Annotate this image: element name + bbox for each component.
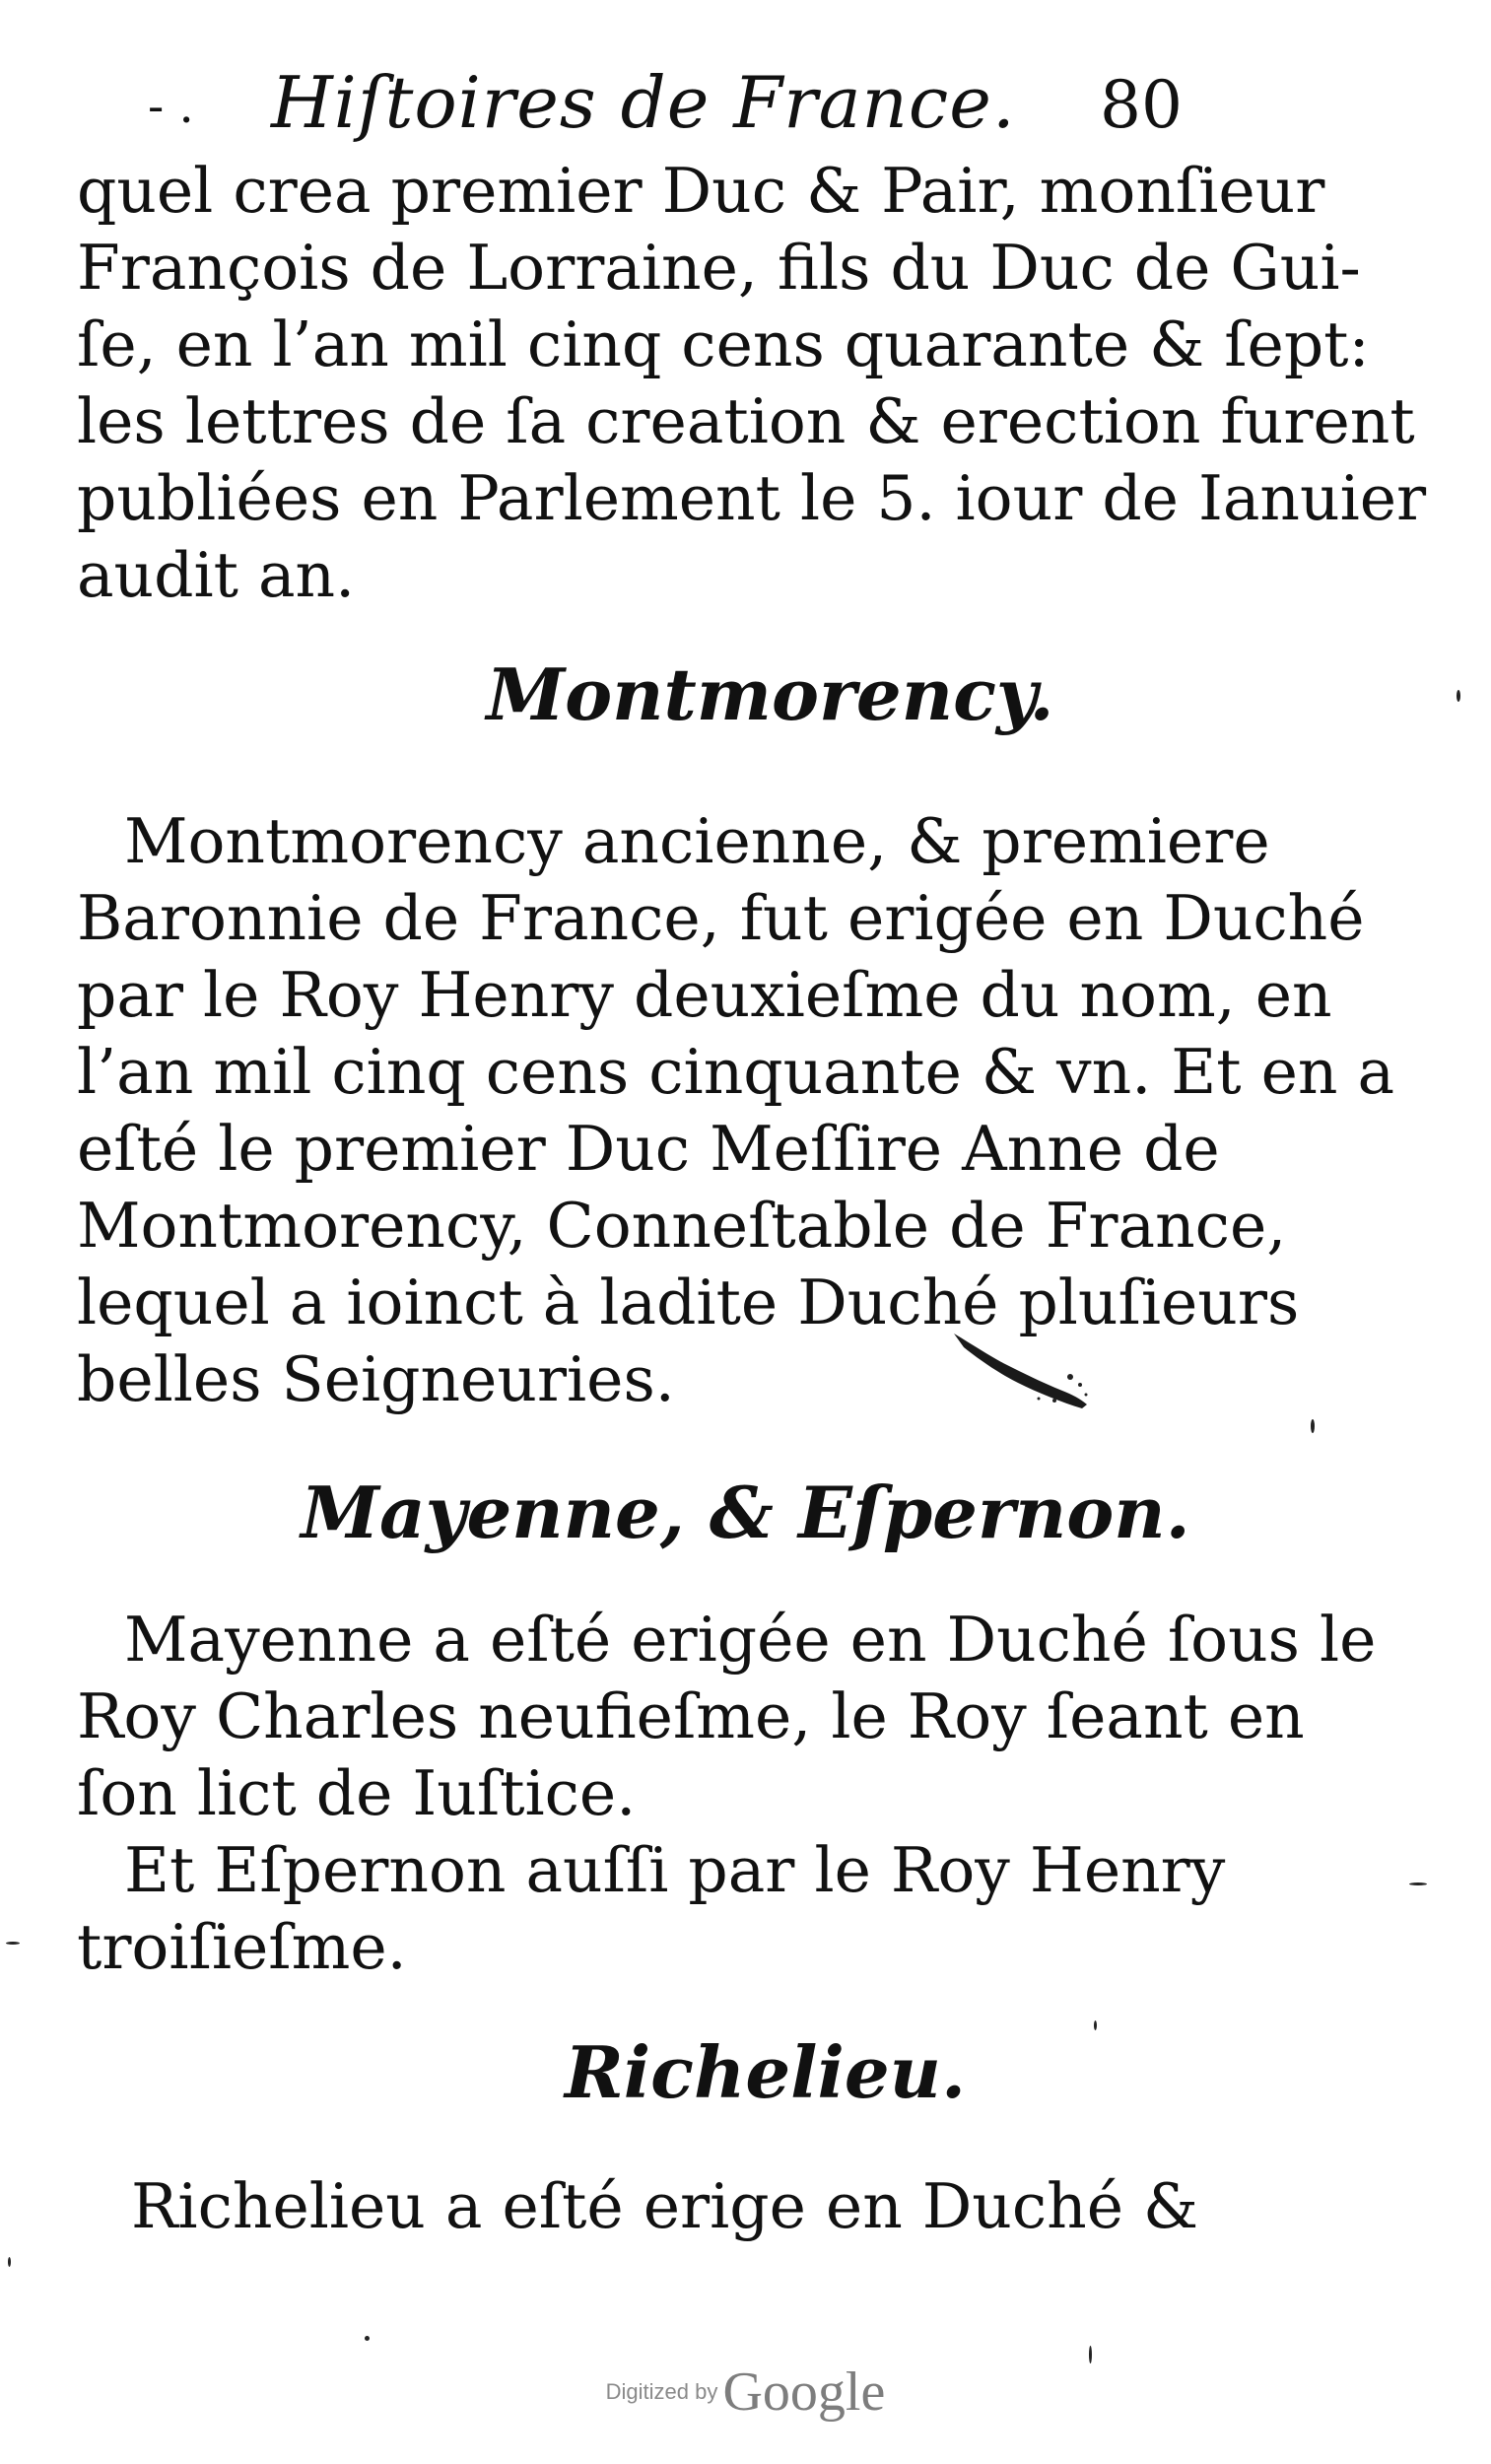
- scan-speck: [1409, 1882, 1427, 1885]
- running-head: [148, 61, 1183, 150]
- running-head-title: Hiſtoires de France.: [271, 61, 1016, 144]
- text-line: ſon lict de Iuſtice.: [77, 1757, 637, 1829]
- scan-speck: [1457, 690, 1460, 702]
- text-line: Richelieu a eſté erige en Duché &: [131, 2170, 1199, 2242]
- section-heading-montmorency: Montmorency.: [486, 652, 1054, 736]
- text-line: François de Lorraine, fils du Duc de Gui-: [77, 232, 1361, 304]
- paragraph-mayenne-espernon: [77, 1602, 1377, 1986]
- section-heading-mayenne-espernon: Mayenne, & Eſpernon.: [301, 1471, 1190, 1554]
- scan-speck: [1311, 1419, 1315, 1433]
- text-line: publiées en Parlement le 5. iour de Ianuier: [77, 462, 1427, 534]
- text-line: audit an.: [77, 539, 356, 611]
- page-number: 80: [1100, 67, 1183, 143]
- scan-speck: [8, 2257, 11, 2267]
- paragraph-lorraine: [77, 153, 1427, 614]
- google-wordmark: Google: [722, 2361, 886, 2423]
- text-line: par le Roy Henry deuxieſme du nom, en: [77, 959, 1332, 1031]
- text-line: belles Seigneuries.: [77, 1343, 675, 1415]
- text-line: troiſieſme.: [77, 1911, 407, 1983]
- digitized-watermark: [0, 2361, 1491, 2424]
- text-line: l’an mil cinq cens cinquante & vn. Et en a: [77, 1036, 1395, 1108]
- section-heading-richelieu: Richelieu.: [564, 2030, 967, 2114]
- scan-speck: [1094, 2020, 1097, 2030]
- text-line: quel crea premier Duc & Pair, monſieur: [77, 155, 1325, 227]
- text-line: Montmorency ancienne, & premiere: [124, 805, 1270, 877]
- paragraph-richelieu: [77, 2168, 1199, 2245]
- text-line: Et Eſpernon auſſi par le Roy Henry: [124, 1834, 1226, 1906]
- scan-speck: [6, 1942, 20, 1945]
- digitized-by-label: Digitized by: [605, 2379, 718, 2404]
- scan-speck: [365, 2336, 370, 2341]
- running-head-dash: - .: [148, 79, 194, 134]
- text-line: eſté le premier Duc Meſſire Anne de: [77, 1113, 1220, 1185]
- text-line: Montmorency, Conneſtable de France,: [77, 1190, 1287, 1262]
- text-line: lequel a ioinct à ladite Duché pluſieurs: [77, 1266, 1300, 1338]
- ink-stain: [944, 1326, 1092, 1414]
- text-line: Roy Charles neufieſme, le Roy ſeant en: [77, 1680, 1305, 1752]
- text-line: ſe, en l’an mil cinq cens quarante & ſept:: [77, 308, 1370, 380]
- text-line: les lettres de ſa creation & erection furent: [77, 385, 1415, 457]
- text-line: Mayenne a eſté erigée en Duché ſous le: [124, 1604, 1377, 1676]
- text-line: Baronnie de France, fut erigée en Duché: [77, 882, 1365, 954]
